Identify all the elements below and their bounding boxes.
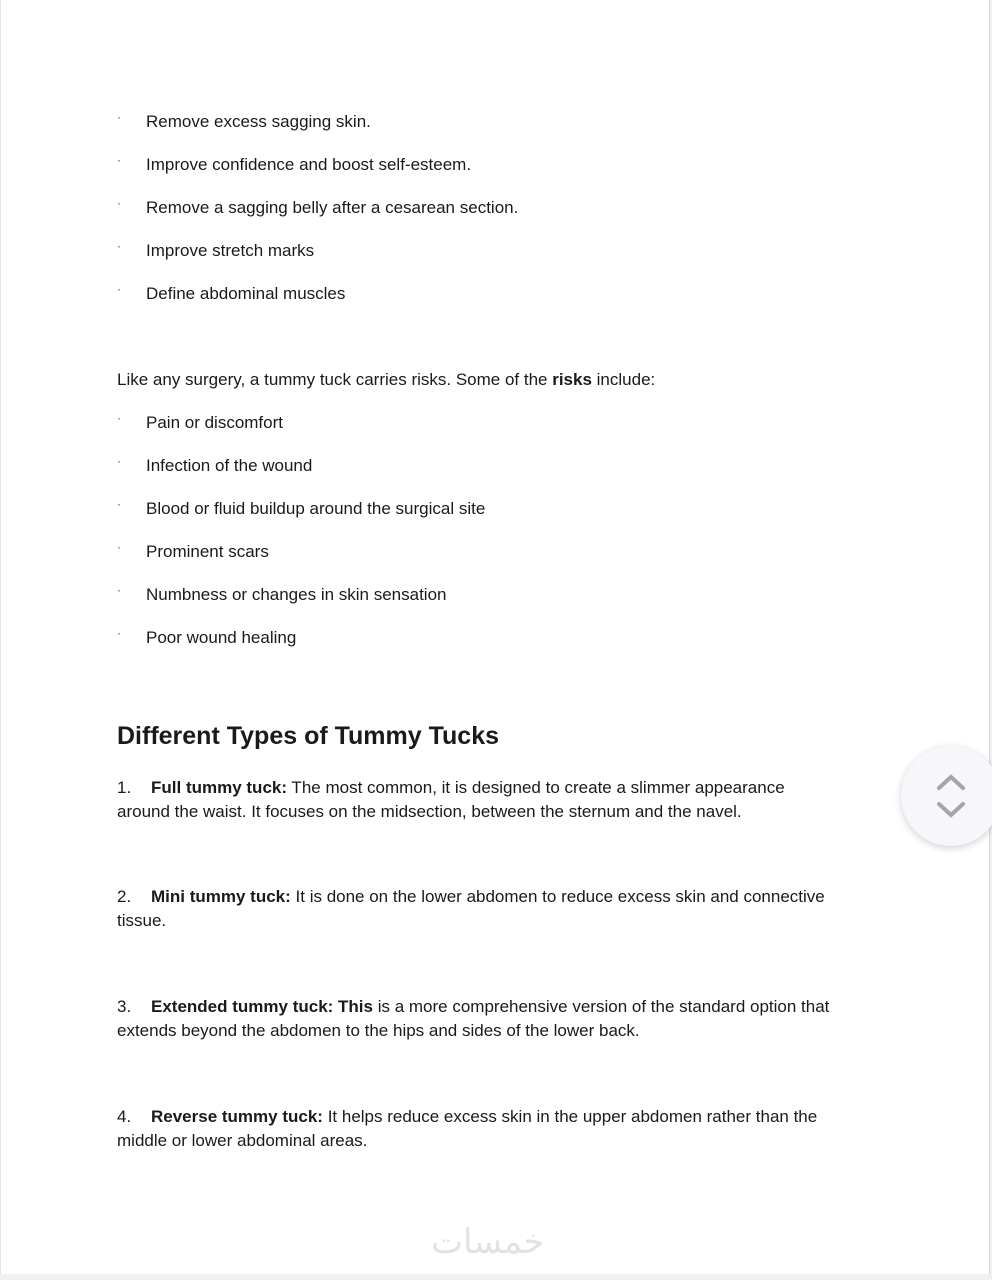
- document-page: · Remove excess sagging skin. · Improve confidence and boost self-esteem. · Remove a sagging belly after a cesarean section. · Improve stretch marks · Define abdominal muscles Like any surgery, a tummy tuck carries risks. Some of the risks include: · Pain or discomfort · Infection of the wound · Blood or fluid buildup around the surgical site · Prominent scars · Numbness or changes in skin sensation · Poor wound healing Different Types of Tummy Tucks 1. Full tummy tuck: The most common, it is designed to create a slimmer appearance around the waist. It focuses on the midsection, between the sternum and the navel. 2. Mini tummy tuck: It is done on the lower abdomen to reduce excess skin and connective tissue. 3. Extended tummy tuck: This is a more comprehensive version of the standard option that extends beyond the abdomen to the hips and sides of the lower back. 4. Reverse tummy tuck: It helps reduce excess skin in the upper abdomen rather than the middle or lower abdominal areas. خمسات: [0, 0, 990, 1274]
- bullet: ·: [117, 540, 121, 554]
- bullet: ·: [117, 110, 121, 124]
- risks-intro: Like any surgery, a tummy tuck carries risks. Some of the risks include:: [117, 370, 656, 389]
- type-item: 2. Mini tummy tuck: It is done on the lower abdomen to reduce excess skin and connective tissue.: [117, 887, 825, 930]
- type-item: 1. Full tummy tuck: The most common, it is designed to create a slimmer appearance around the waist. It focuses on the midsection, between the sternum and the navel.: [117, 778, 785, 821]
- section-heading: Different Types of Tummy Tucks: [117, 722, 500, 750]
- page-navigation: [901, 746, 992, 846]
- bullet: ·: [117, 282, 121, 296]
- bullet: ·: [117, 239, 121, 253]
- bullet: ·: [117, 626, 121, 640]
- bullet: ·: [117, 454, 121, 468]
- chevron-up-icon[interactable]: [935, 772, 967, 792]
- bullet: ·: [117, 583, 121, 597]
- type-item: 4. Reverse tummy tuck: It helps reduce excess skin in the upper abdomen rather than the middle or lower abdominal areas.: [117, 1107, 818, 1150]
- bullet: ·: [117, 153, 121, 167]
- bullet: ·: [117, 196, 121, 210]
- type-item: 3. Extended tummy tuck: This is a more comprehensive version of the standard option that extends beyond the abdomen to the hips and sides of the lower back.: [117, 997, 830, 1040]
- bullet: ·: [117, 411, 121, 425]
- watermark-logo: خمسات: [431, 1223, 545, 1261]
- bullet: ·: [117, 497, 121, 511]
- chevron-down-icon[interactable]: [935, 800, 967, 820]
